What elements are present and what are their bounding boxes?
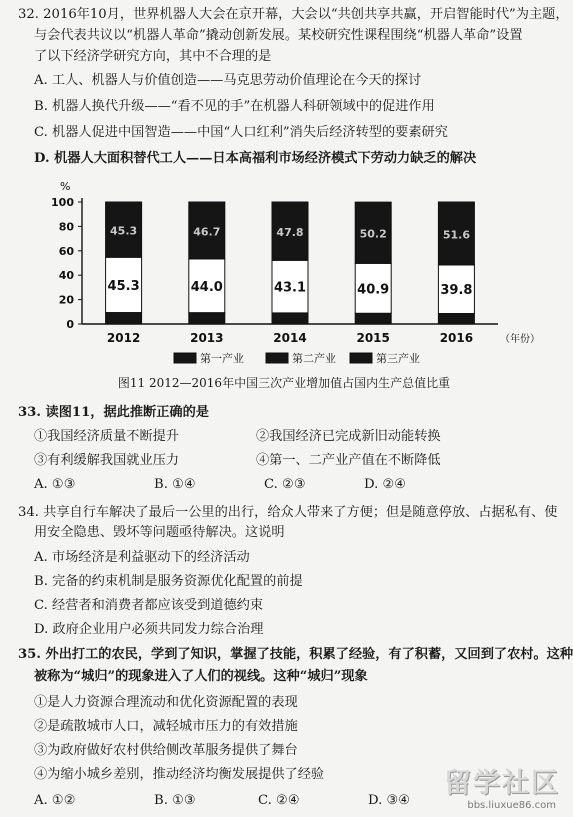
data-label: 46.7 [193,225,221,239]
legend-swatch-第二产业 [266,353,288,363]
q35-item-4: ④为缩小城乡差别，推动经济均衡发展提供了经验 [34,767,325,782]
q34-option-a: A. 市场经济是利益驱动下的经济活动 [34,550,250,565]
q35-item-2: ②是疏散城市人口，减轻城市压力的有效措施 [34,719,298,734]
y-tick-label: 60 [58,244,74,258]
q35-stem-line-1: 35. 外出打工的农民，学到了知识，掌握了技能，积累了经验，有了积蓄，又回到了农村。这种 [18,647,573,662]
q34-stem-line-2: 用安全隐患、毁坏等问题亟待解决。这说明 [34,525,285,540]
x-tick-label: 2014 [273,331,307,345]
data-label: 47.8 [276,226,304,240]
q35-option-a: A. ①② [34,793,76,808]
q35-option-c: C. ②④ [258,793,300,808]
site-watermark [404,761,562,811]
figure-caption: 图11 2012—2016年中国三次产业增加值占国内生产总值比重 [117,376,451,390]
q32-stem-line-1: 32. 2016年10月，世界机器人大会在京开幕，大会以“共创共享共赢，开启智能时代”为主题， [18,7,569,22]
q34-option-d: D. 政府企业用户必须共同发力综合治理 [34,622,264,637]
data-label: 43.1 [273,280,307,296]
y-tick-label: 80 [58,220,74,234]
bar-segment-第一产业 [438,314,474,324]
legend-label: 第二产业 [292,352,336,365]
y-unit-label: % [60,180,71,193]
legend-label: 第三产业 [376,352,420,365]
q32-stem-line-3: 了以下经济学研究方向，其中不合理的是 [34,49,272,64]
q33-item-3: ③有利缓解我国就业压力 [34,453,180,468]
y-tick-label: 40 [58,269,74,283]
legend-label: 第一产业 [200,352,244,365]
bar-segment-第一产业 [106,313,142,324]
q34-option-b: B. 完备的约束机制是服务资源优化配置的前提 [34,574,303,589]
q33-option-b: B. ①④ [154,477,196,492]
data-label: 44.0 [190,279,223,295]
q33-stem: 33. 读图11，据此推断正确的是 [18,405,209,420]
data-label: 45.3 [110,224,138,238]
y-tick-label: 0 [66,318,74,331]
data-label: 40.9 [357,282,390,298]
x-tick-label: 2012 [106,331,141,345]
q33-item-2: ②我国经济已完成新旧动能转换 [256,429,441,444]
x-unit-label: （年份） [500,334,540,345]
q32-option-c: C. 机器人促进中国智造——中国“人口红利”消失后经济转型的要素研究 [34,125,448,140]
y-tick-label: 20 [58,293,74,307]
q34-option-c: C. 经营者和消费者都应该受到道德约束 [34,598,264,613]
q32-option-d: D. 机器人大面积替代工人——日本高福利市场经济模式下劳动力缺乏的解决 [34,151,477,166]
bar-segment-第一产业 [272,313,308,324]
bar-segment-第一产业 [355,313,391,324]
data-label: 50.2 [359,227,387,241]
stacked-bar-chart [30,172,540,372]
data-label: 45.3 [107,278,140,294]
x-tick-label: 2016 [439,331,474,345]
y-tick-label: 100 [51,196,74,209]
q34-stem-line-1: 34. 共享自行车解决了最后一公里的出行，给众人带来了方便；但是随意停放、占据私有、使 [18,505,558,520]
data-label: 39.8 [440,283,473,299]
q35-option-b: B. ①③ [154,793,196,808]
legend-swatch-第三产业 [350,353,372,363]
q35-item-1: ①是人力资源合理流动和优化资源配置的表现 [34,695,298,710]
x-tick-label: 2015 [356,331,390,345]
q32-option-b: B. 机器人换代升级——“看不见的手”在机器人科研领域中的促进作用 [34,99,435,114]
q33-item-1: ①我国经济质量不断提升 [34,429,180,444]
q32-option-a: A. 工人、机器人与价值创造——马克思劳动价值理论在今天的探讨 [34,73,422,88]
watermark-logo-text: 留学社区 [444,768,560,799]
q33-option-a: A. ①③ [34,477,76,492]
watermark-url: bbs.liuxue86.com [467,800,556,811]
q33-option-c: C. ②③ [264,477,306,492]
q33-item-4: ④第一、二产业产值在不断降低 [256,453,441,468]
x-tick-label: 2013 [190,331,224,345]
q33-option-d: D. ②④ [364,477,407,492]
q35-option-d: D. ③④ [368,793,411,808]
q35-item-3: ③为政府做好农村供给侧改革服务提供了舞台 [34,743,298,758]
legend-swatch-第一产业 [174,353,196,363]
q32-stem-line-2: 与会代表共议以“机器人革命”撬动创新发展。某校研究性课程围绕“机器人革命”设置 [34,28,523,43]
bar-segment-第一产业 [189,313,225,324]
data-label: 51.6 [442,228,470,242]
q35-stem-line-2: 被称为“城归”的现象进入了人们的视线。这种“城归”现象 [34,669,368,684]
